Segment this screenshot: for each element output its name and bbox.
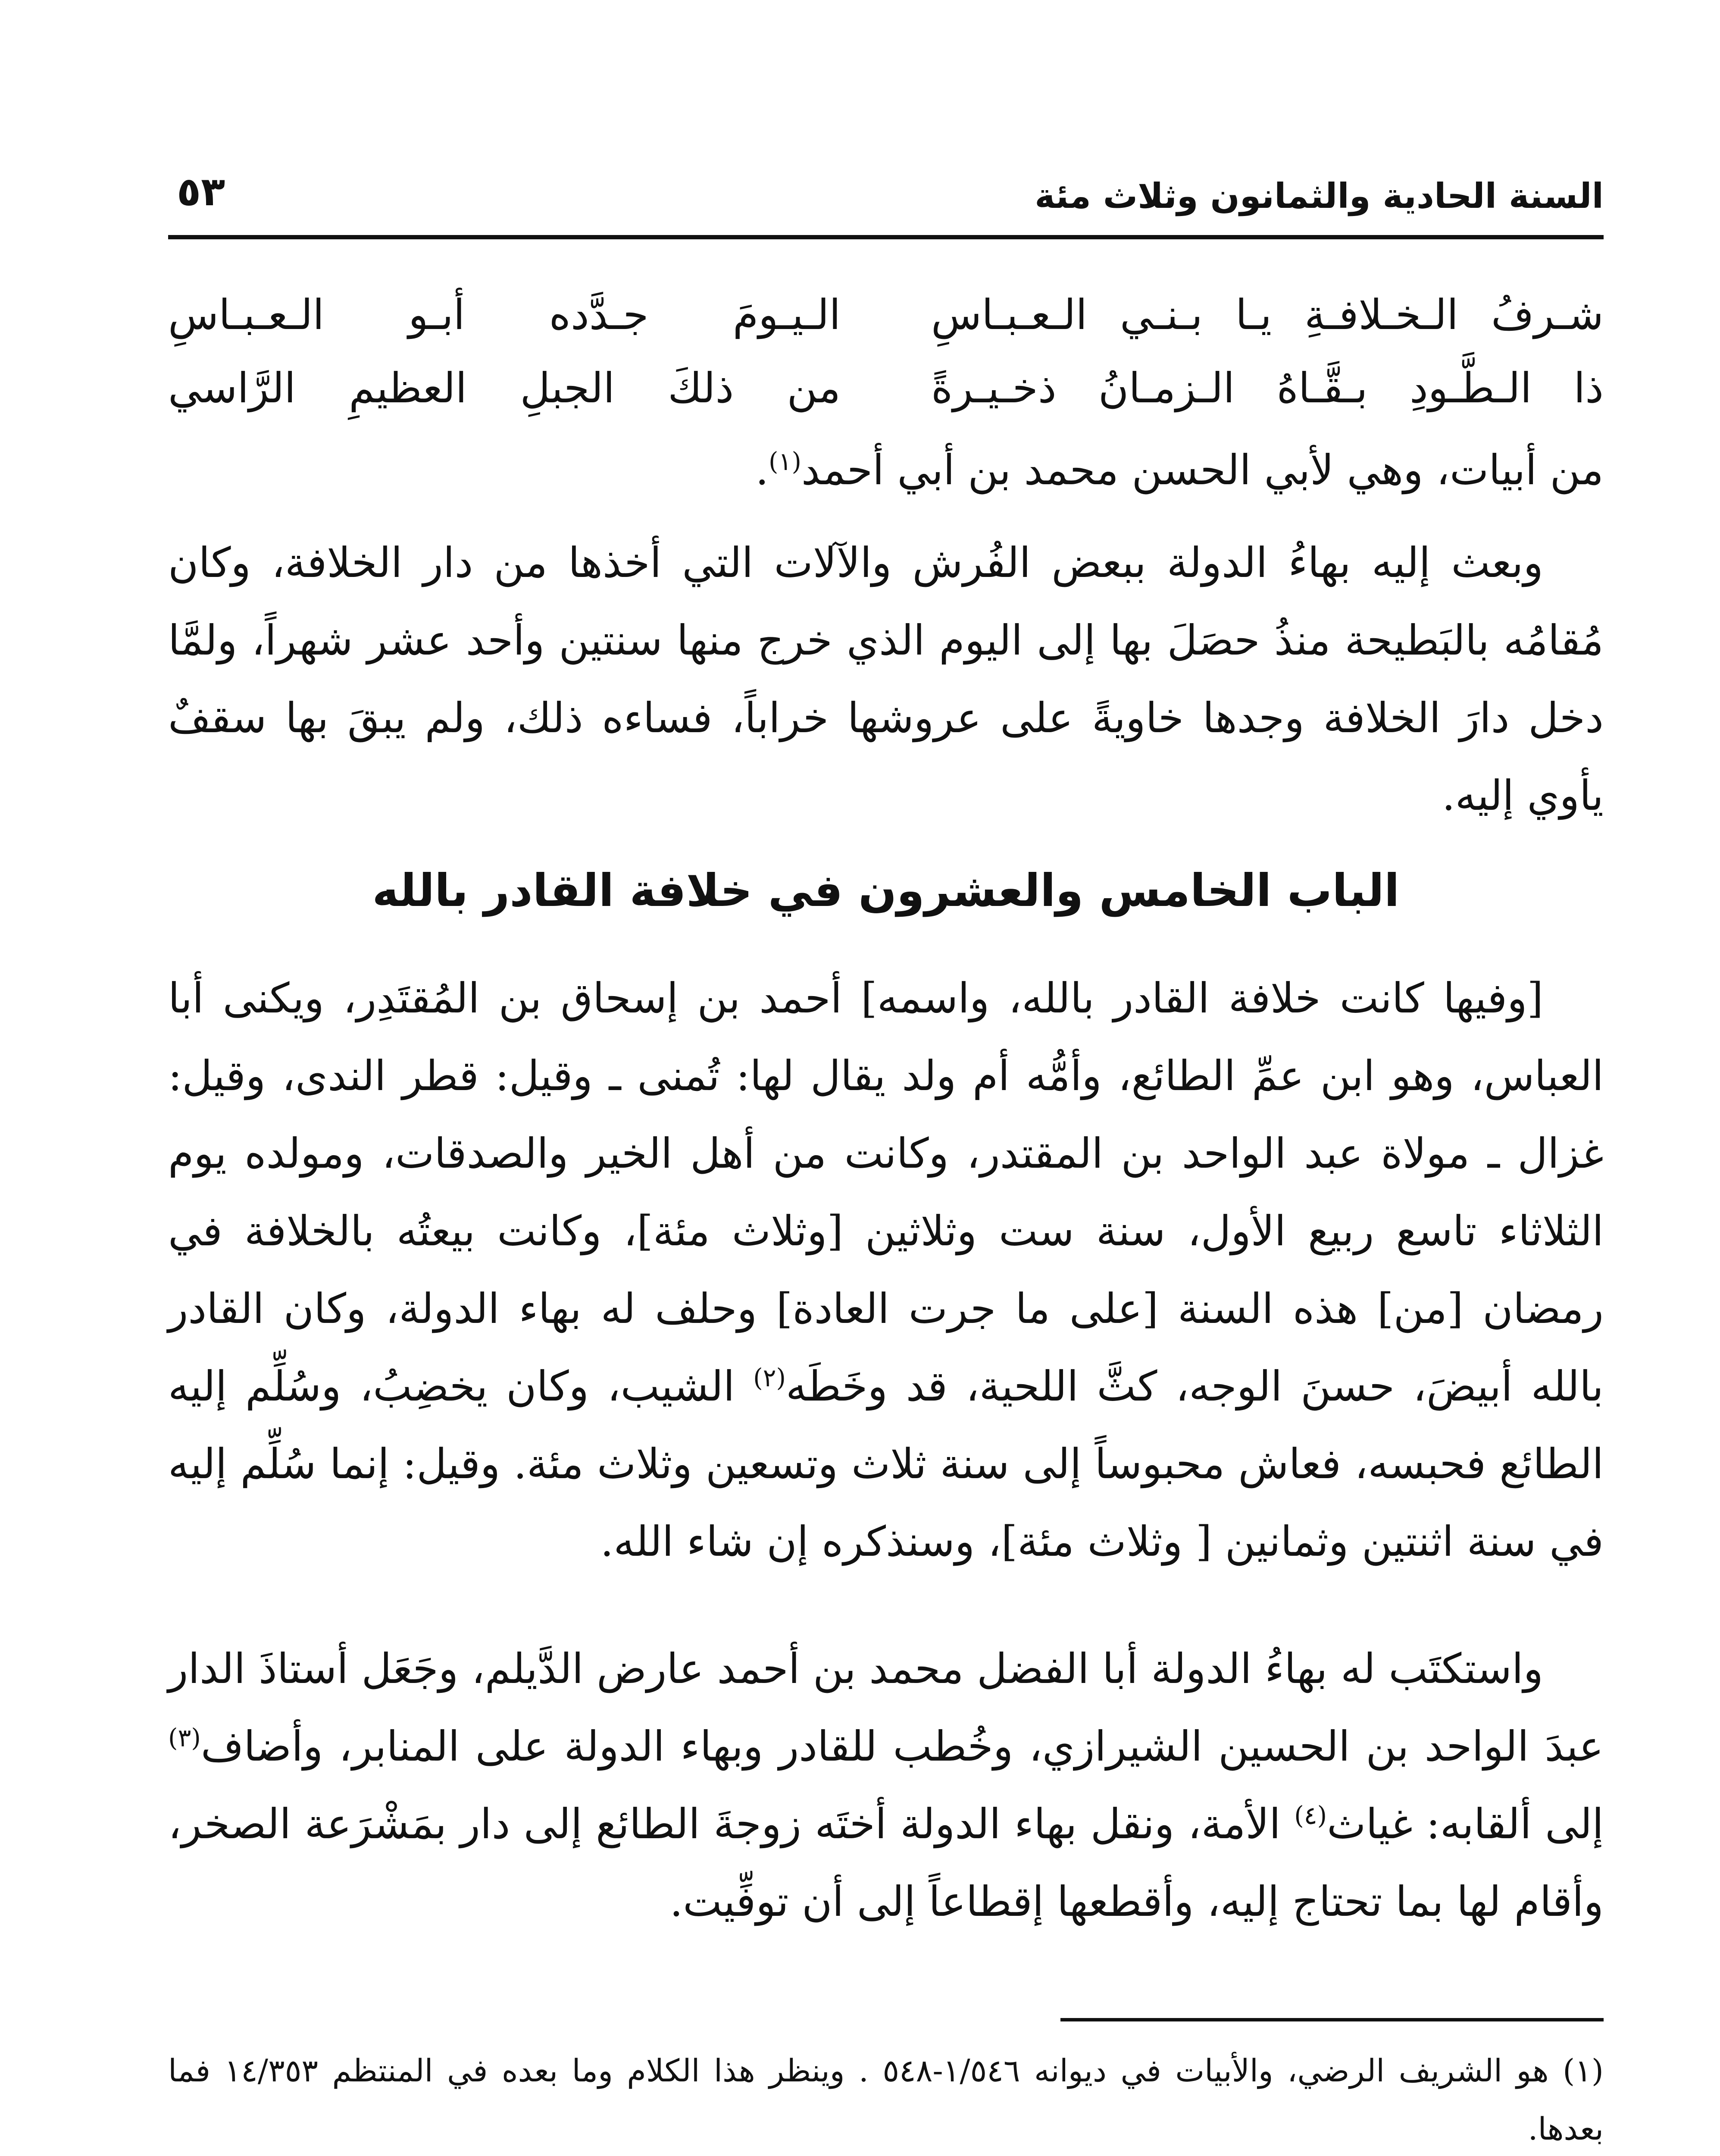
attribution-text: من أبيات، وهي لأبي الحسن محمد بن أبي أحمد xyxy=(801,446,1604,494)
running-title: السنة الحادية والثمانون وثلاث مئة xyxy=(1035,176,1604,216)
verse-2-first-hemistich: ذا الـطَّـودِ بـقَّـاهُ الـزمـانُ ذخـيـرةً xyxy=(931,364,1604,412)
footnote-ref-3[interactable]: (٣) xyxy=(168,1724,201,1752)
verse-1-second-hemistich: الـيـومَ جـدَّده أبـو الـعـبـاسِ xyxy=(168,291,841,339)
page-number: ٥٣ xyxy=(177,169,225,215)
paragraph-2-text-a: [وفيها كانت خلافة القادر بالله، واسمه] أحمد بن إسحاق بن المُقتَدِر، ويكنى أبا العباس، وهو ابن عمِّ الطائع، وأمُّه أم ولد يقال لها: تُمنى ـ وقيل: قطر الندى، وقيل: غزال ـ مولاة عبد الواحد بن المقتدر، وكانت من أهل الخير والصدقات، ومولده يوم الثلاثاء تاسع ربيع الأول، سنة ست وثلاثين [وثلاث مئة]، وكانت بيعتُه بالخلافة في رمضان [من] هذه السنة [على ما جرت العادة] وحلف له بهاء الدولة، وكان القادر بالله أبيضَ، حسنَ الوجه، كثَّ اللحية، قد وخَطَه xyxy=(168,974,1604,1410)
paragraph-3 xyxy=(168,1630,1604,1940)
verse-2-second-hemistich: من ذلكَ الجبلِ العظيمِ الرَّاسي xyxy=(168,364,841,412)
chapter-heading: الباب الخامس والعشرون في خلافة القادر بالله xyxy=(372,864,1400,917)
footnote-ref-2[interactable]: (٢) xyxy=(753,1363,786,1392)
paragraph-2 xyxy=(168,959,1604,1580)
paragraph-3-text-c: الأمة، ونقل بهاء الدولة أختَه زوجةَ الطائع إلى دار بمَشْرَعة الصخر، وأقام لها بما تحتاج إليه، وأقطعها إقطاعاً إلى أن توفِّيت. xyxy=(168,1800,1604,1926)
paragraph-3-text-b: إلى ألقابه: غياث xyxy=(1327,1800,1604,1848)
poem-verse-2 xyxy=(168,349,1604,427)
header-rule xyxy=(168,235,1604,239)
attribution-end: . xyxy=(755,446,769,494)
footnote-ref-1[interactable]: (١) xyxy=(769,447,801,476)
footnote-text: هو الشريف الرضي، والأبيات في ديوانه ١/٥٤٦-٥٤٨ . وينظر هذا الكلام وما بعده في المنتظم ١٤/٣٥٣ فما بعدها. xyxy=(168,2053,1604,2147)
footnote-ref-4[interactable]: (٤) xyxy=(1294,1801,1327,1830)
footnote-separator xyxy=(1060,2018,1604,2021)
verse-1-first-hemistich: شـرفُ الـخـلافـةِ يـا بـنـي الـعـبـاسِ xyxy=(931,291,1604,339)
poem-verse-1 xyxy=(168,276,1604,354)
paragraph-2-text-b: الشيب، وكان يخضِبُ، وسُلِّم إليه الطائع فحبسه، فعاش محبوساً إلى سنة ثلاث وتسعين وثلاث مئة. وقيل: إنما سُلِّم إليه في سنة اثنتين وثمانين [ وثلاث مئة]، وسنذكره إن شاء الله. xyxy=(168,1362,1604,1566)
paragraph-1 xyxy=(168,524,1604,834)
footnote-1 xyxy=(168,2042,1604,2156)
page-header xyxy=(168,168,1604,233)
poem-attribution xyxy=(168,431,1604,509)
paragraph-3-text-a: واستكتَب له بهاءُ الدولة أبا الفضل محمد بن أحمد عارض الدَّيلم، وجَعَل أستاذَ الدار عبدَ الواحد بن الحسين الشيرازي، وخُطب للقادر وبهاء الدولة على المنابر، وأضاف xyxy=(168,1645,1604,1771)
footnotes xyxy=(168,2042,1604,2156)
paragraph-1-text: وبعث إليه بهاءُ الدولة ببعض الفُرش والآلات التي أخذها من دار الخلافة، وكان مُقامُه بالبَطيحة منذُ حصَلَ بها إلى اليوم الذي خرج منها سنتين وأحد عشر شهراً، ولمَّا دخل دارَ الخلافة وجدها خاويةً على عروشها خراباً، فساءه ذلك، ولم يبقَ بها سقفٌ يأوي إليه. xyxy=(168,539,1604,820)
footnote-number: (١) xyxy=(1563,2053,1604,2089)
